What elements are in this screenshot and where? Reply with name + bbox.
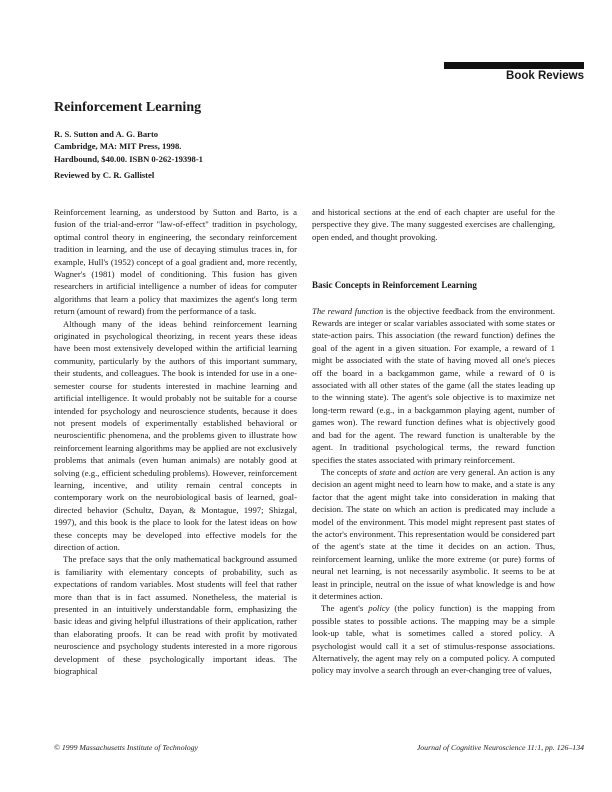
book-publisher: Cambridge, MA: MIT Press, 1998. [54, 141, 182, 152]
reviewer-credit: Reviewed by C. R. Gallistel [54, 170, 155, 180]
term-emphasis: state [379, 466, 396, 477]
body-paragraph-policy: The agent's policy (the policy function) is the mapping from possible states to possible actions. The mapping may be a simple look-up table, what is sometimes called a stored policy. A psychologist would call it a set of stimulus-response associations. Alternatively, the agent may rely on a computed policy. A computed policy may involve a search through an ever-changing tree of values, [312, 603, 556, 676]
book-authors: R. S. Sutton and A. G. Barto [54, 129, 159, 139]
body-paragraph: Reinforcement learning, as understood by Sutton and Barto, is a fusion of the trial-and-error "law-of-effect" tradition in psychology, optimal control theory in engineering, the secondary reinforcement tradition in learning, and the use of decaying stimulus traces in, for example, Hull's (1952) concept of a goal gradient and, more recently, Wagner's (1981) model of conditioning. This fusion has given researchers in artificial intelligence a number of ideas for computer algorithms that learn a policy that maximizes the agent's long term return (amount of reward) from the performance of a task. [54, 207, 297, 317]
book-format: Hardbound, $40.00. ISBN 0-262-19398-1 [54, 153, 203, 164]
term-emphasis: policy [368, 603, 390, 614]
right-column [312, 206, 555, 677]
copyright-notice: © 1999 Massachusetts Institute of Technology [54, 743, 199, 752]
term-emphasis: The reward function [312, 305, 384, 316]
section-rule [444, 62, 584, 69]
journal-citation: Journal of Cognitive Neuroscience 11:1, pp. 126–134 [416, 743, 584, 752]
article-title: Reinforcement Learning [54, 100, 202, 115]
section-heading: Basic Concepts in Reinforcement Learning [312, 280, 477, 291]
section-label: Book Reviews [506, 70, 584, 82]
body-paragraph-reward: The reward function is the objective feedback from the environment. Rewards are integer or scalar variables associated with some states or state-action pairs. This association (the reward function) defines the goal of the agent in a given situation. For example, a reward of 1 might be associated with the state of having moved all one's pieces off the board in a backgammon game, while a reward of 0 is associated with all other states of the game (all the states leading up to the winning state). The agent's sole objective is to maximize net long-term reward (e.g., in a backgammon playing agent, number of games won). The reward function defines what is objectively good and bad for the agent. The reward function is unalterable by the agent. In traditional psychological terms, the reward function specifies the states associated with primary reinforcement. [312, 305, 555, 465]
term-emphasis: action [413, 466, 435, 477]
body-paragraph: The preface says that the only mathematical background assumed is familiarity with elementary concepts of probability, such as expectations of random variables. Most students will feel that rather more than that is in fact assumed. Nonetheless, the material is presented in an intuitively understandable form, emphasizing the basic ideas and giving helpful illustrations of their application, rather than elaborating proofs. It can be read with profit by motivated neuroscience and psychology students interested in a more rigorous development of these psychologically important ideas. The biographical [54, 554, 297, 677]
body-paragraph: Although many of the ideas behind reinforcement learning originated in psychological theorizing, in recent years these ideas have been most extensively developed within the artificial learning community, particularly by the authors of this important summary, their students, and colleagues. The book is intended for use in a one-semester course for students interested in machine learning and artificial intelligence. It would probably not be suitable for a course intended for psychology and neuroscience students, because it does not present models of experimentally established behavioral or neuroscientific phenomena, and the problems given to illustrate how reinforcement learning algorithms may be applied are not exclusively problems that animals (even human animals) are notably good at solving (e.g., efficient scheduling problems). However, reinforcement learning, incentive, and utility remain central concepts in contemporary work on the neurobiological basis of learned, goal-directed behavior (Schultz, Dayan, & Montague, 1997; Shizgal, 1997), and this book is the place to look for the latest ideas on how these concepts may be developed into effective models for the direction of action. [54, 318, 297, 552]
body-paragraph-state: The concepts of state and action are very general. An action is any decision an agent might need to learn how to make, and a state is any factor that the agent might take into consideration in making that decision. The state on which an action is predicated may include a model of the environment. This model might represent past states of the actor's environment. This representation would be considered part of the agent's state at the time it decides on an action. Thus, reinforcement learning, unlike the more extreme (or pure) forms of neural net learning, is not necessarily asymbolic. It seems to be at least in principle, neutral on the issue of what knowledge is and how it determines action. [312, 466, 555, 601]
body-paragraph: and historical sections at the end of each chapter are useful for the perspective they give. The many suggested exercises are challenging, open ended, and thought provoking. [312, 207, 555, 242]
left-column [54, 206, 297, 677]
book-citation [54, 128, 203, 165]
